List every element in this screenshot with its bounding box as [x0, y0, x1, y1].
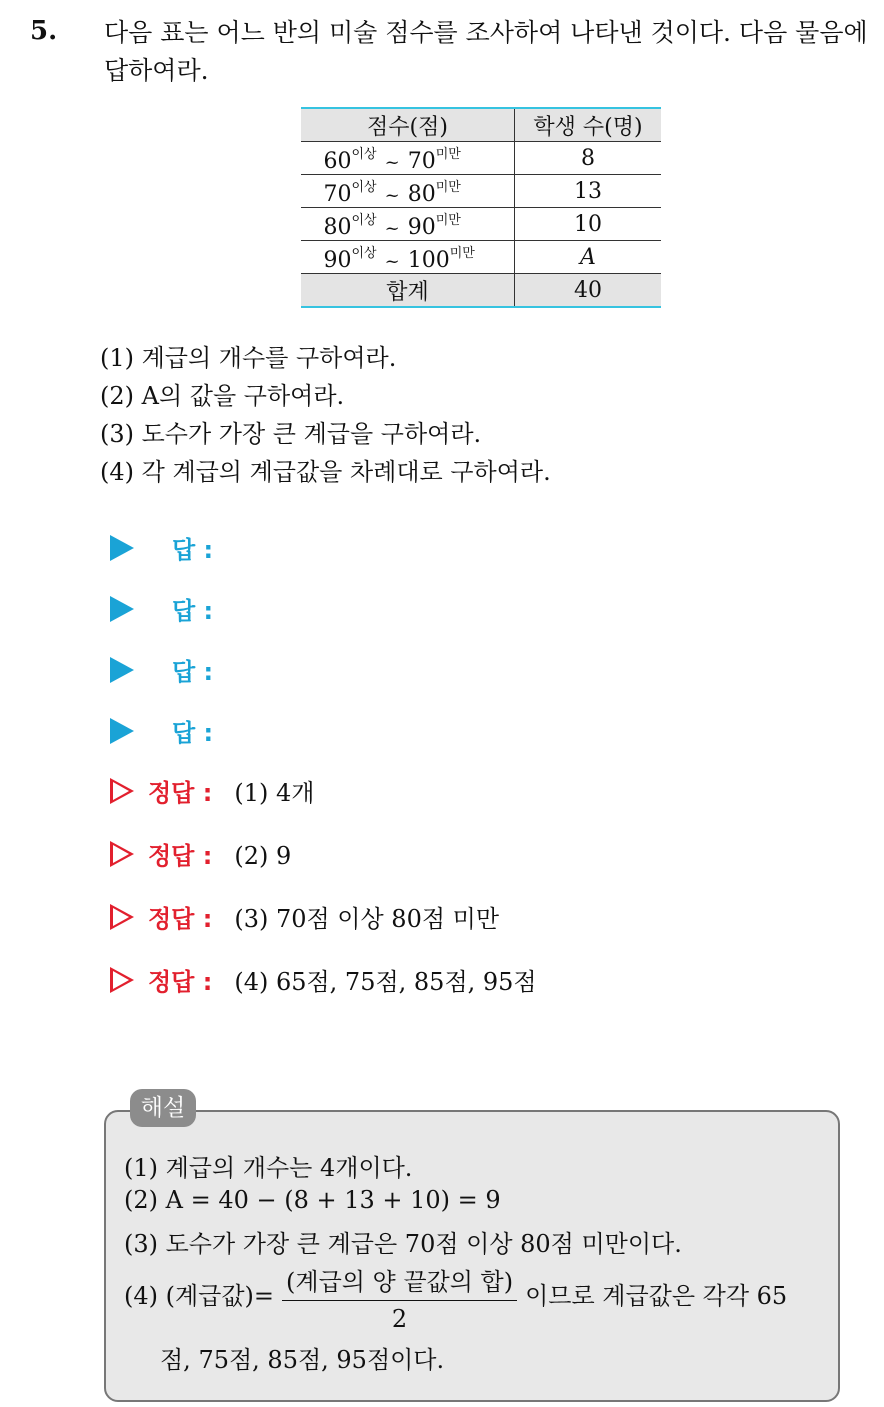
class-count: 8	[515, 142, 662, 175]
range-tilde: ~	[384, 184, 400, 206]
table-total-row	[301, 274, 661, 308]
correct-answer-4	[110, 962, 537, 997]
range-high: 90	[407, 214, 436, 240]
answer-line-3[interactable]	[110, 652, 213, 687]
correct-label: 정답 :	[148, 905, 213, 933]
range-low: 90	[323, 247, 352, 273]
answer-line-4[interactable]	[110, 713, 213, 748]
table-row	[301, 241, 661, 274]
class-range	[301, 142, 515, 175]
range-low: 80	[323, 214, 352, 240]
answer-label: 답 :	[172, 719, 214, 747]
correct-answer-text: (4) 65점, 75점, 85점, 95점	[234, 968, 537, 996]
answer-label: 답 :	[172, 536, 214, 564]
correct-label: 정답 :	[148, 968, 213, 996]
explanation-line-5: 점, 75점, 85점, 95점이다.	[160, 1346, 445, 1374]
range-tilde: ~	[384, 250, 400, 272]
range-high-sup: 미만	[435, 179, 461, 195]
class-count: A	[515, 241, 662, 274]
class-count: 10	[515, 208, 662, 241]
range-tilde: ~	[384, 217, 400, 239]
subquestion-4: (4) 각 계급의 계급값을 차례대로 구하여라.	[100, 458, 551, 486]
outline-triangle-icon	[110, 778, 134, 804]
answer-label: 답 :	[172, 597, 214, 625]
correct-label: 정답 :	[148, 779, 213, 807]
subquestion-2: (2) A의 값을 구하여라.	[100, 382, 345, 410]
correct-answer-1	[110, 773, 314, 808]
question-text: 다음 표는 어느 반의 미술 점수를 조사하여 나타낸 것이다. 다음 물음에 답하여라.	[104, 18, 868, 85]
class-count: 13	[515, 175, 662, 208]
table-header-row	[301, 108, 661, 142]
range-high: 100	[407, 247, 450, 273]
range-tilde: ~	[384, 151, 400, 173]
total-label: 합계	[301, 274, 515, 308]
answer-line-2[interactable]	[110, 591, 213, 626]
explanation-line-1: (1) 계급의 개수는 4개이다.	[124, 1154, 413, 1182]
range-low-sup: 이상	[351, 179, 377, 195]
explanation-line-4	[124, 1262, 787, 1333]
triangle-icon	[110, 535, 134, 561]
range-high-sup: 미만	[435, 212, 461, 228]
range-low-sup: 이상	[351, 212, 377, 228]
triangle-icon	[110, 657, 134, 683]
answer-line-1[interactable]	[110, 530, 213, 565]
class-range	[301, 241, 515, 274]
header-score: 점수(점)	[301, 108, 515, 142]
range-low-sup: 이상	[351, 146, 377, 162]
correct-answer-text: (1) 4개	[234, 779, 315, 807]
correct-answer-3	[110, 899, 499, 934]
fraction	[282, 1262, 517, 1333]
answer-label: 답 :	[172, 658, 214, 686]
range-low: 70	[323, 181, 352, 207]
correct-answer-text: (2) 9	[234, 842, 292, 870]
range-high: 80	[407, 181, 436, 207]
range-high: 70	[407, 148, 436, 174]
explanation-line-3: (3) 도수가 가장 큰 계급은 70점 이상 80점 미만이다.	[124, 1230, 682, 1258]
range-low-sup: 이상	[351, 245, 377, 261]
triangle-icon	[110, 596, 134, 622]
triangle-icon	[110, 718, 134, 744]
class-range	[301, 175, 515, 208]
correct-answer-text: (3) 70점 이상 80점 미만	[234, 905, 500, 933]
fraction-denominator: 2	[391, 1305, 408, 1333]
class-range	[301, 208, 515, 241]
range-high-sup: 미만	[449, 245, 475, 261]
explanation-tag: 해설	[130, 1089, 196, 1127]
explanation-line-4-suffix: 이므로 계급값은 각각 65	[525, 1282, 788, 1310]
subquestion-3: (3) 도수가 가장 큰 계급을 구하여라.	[100, 420, 482, 448]
table-row	[301, 175, 661, 208]
explanation-line-2: (2) A = 40 − (8 + 13 + 10) = 9	[124, 1186, 501, 1214]
fraction-numerator: (계급의 양 끝값의 합)	[282, 1262, 517, 1301]
correct-label: 정답 :	[148, 842, 213, 870]
total-value: 40	[515, 274, 662, 308]
outline-triangle-icon	[110, 904, 134, 930]
question-number: 5.	[30, 16, 58, 46]
frequency-table	[301, 107, 661, 308]
table-row	[301, 142, 661, 175]
range-high-sup: 미만	[435, 146, 461, 162]
header-students: 학생 수(명)	[515, 108, 662, 142]
outline-triangle-icon	[110, 841, 134, 867]
outline-triangle-icon	[110, 967, 134, 993]
explanation-line-4-prefix: (4) (계급값)=	[124, 1282, 275, 1310]
table-row	[301, 208, 661, 241]
range-low: 60	[323, 148, 352, 174]
subquestion-1: (1) 계급의 개수를 구하여라.	[100, 344, 397, 372]
correct-answer-2	[110, 836, 291, 871]
